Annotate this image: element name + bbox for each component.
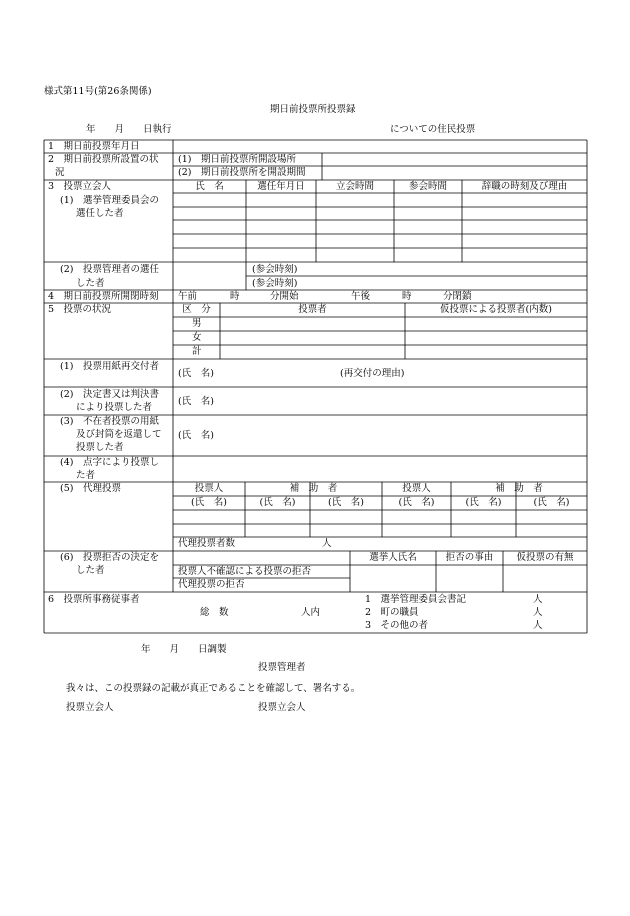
sec5-sub4-label-cont: た者 [76, 470, 96, 481]
form-number: 様式第11号(第26条関係) [44, 86, 152, 97]
sec3-sub2-label: (2) 投票管理者の選任 [60, 264, 159, 275]
sec6-staff-3: 3 その他の者 [365, 620, 429, 631]
sec4-hour-close: 時 [402, 291, 412, 302]
attestation-statement: 我々は、この投票録の記載が真正であることを確認して、署名する。 [66, 683, 361, 694]
manager-signature-label: 投票管理者 [258, 662, 306, 673]
sec3-sub2-label-cont: した者 [76, 278, 105, 289]
sec5-sub2-name: (氏 名) [178, 396, 214, 407]
sec5-sub5-label: (5) 代理投票 [60, 483, 121, 494]
sec6-label: 6 投票所事務従事者 [48, 594, 140, 605]
sec5-sub1-reason: (再交付の理由) [340, 368, 405, 379]
proxy-sub-name-2: (氏 名) [259, 497, 296, 508]
sec3-col-date: 選任年月日 [257, 181, 305, 192]
sec3-attend-time-1: (参会時刻) [252, 264, 298, 275]
sec6-unit-3: 人 [533, 620, 543, 631]
sec2-item-period: (2) 期日前投票所を開設期間 [178, 167, 306, 178]
sec5-row-total: 計 [192, 346, 202, 357]
sec4-am: 午前 [178, 291, 198, 302]
sec3-sub1-label: (1) 選挙管理委員会の [60, 195, 159, 206]
sec2-item-location: (1) 期日前投票所開設場所 [178, 154, 296, 165]
refusal-unconfirmed: 投票人不確認による投票の拒否 [178, 566, 312, 577]
sec5-sub6-label-cont: した者 [76, 565, 105, 576]
sec5-col-voters: 投票者 [298, 304, 327, 315]
sec6-total: 総 数 [200, 607, 229, 618]
sec3-label: 3 投票立会人 [48, 181, 112, 192]
sec5-sub4-label: (4) 点字により投票し [60, 457, 159, 468]
sec5-sub1-label: (1) 投票用紙再交付者 [60, 361, 159, 372]
sec5-sub2-label: (2) 決定書又は判決書 [60, 389, 159, 400]
sec5-sub3-label: (3) 不在者投票の用紙 [60, 416, 159, 427]
sec4-pm: 午後 [351, 291, 371, 302]
execution-date-line: 年 月 日執行 [86, 124, 172, 135]
sec3-col-attend: 参会時間 [408, 181, 447, 192]
sec6-total-unit: 人内 [301, 607, 321, 618]
sec5-row-male: 男 [192, 318, 202, 329]
sec4-close-min: 分閉鎖 [443, 291, 472, 302]
proxy-count-unit: 人 [322, 538, 332, 549]
proxy-sub-name-6: (氏 名) [533, 497, 570, 508]
sec3-attend-time-2: (参会時刻) [252, 278, 298, 289]
sec5-sub3-label-cont: 及び封筒を返還して [76, 429, 162, 440]
proxy-col-assistant-2: 補 助 者 [495, 483, 543, 494]
sec3-col-join: 立会時間 [335, 181, 374, 192]
proxy-count-label: 代理投票者数 [178, 538, 236, 549]
sec5-col-kubun: 区 分 [182, 304, 211, 315]
sec6-staff-2: 2 町の職員 [365, 607, 419, 618]
proxy-sub-name-4: (氏 名) [398, 497, 435, 508]
witness-signature-label-1: 投票立会人 [66, 702, 114, 713]
sec3-col-name: 氏 名 [195, 181, 224, 192]
election-name-line: についての住民投票 [390, 124, 476, 135]
proxy-sub-name-5: (氏 名) [465, 497, 502, 508]
sec5-col-provisional: 仮投票による投票者(内数) [440, 304, 552, 315]
refusal-col-reason: 拒否の事由 [445, 552, 494, 563]
sec5-sub2-label-cont: により投票した者 [76, 402, 153, 413]
sec5-sub6-label: (6) 投票拒否の決定を [60, 552, 159, 563]
sec5-row-female: 女 [192, 332, 202, 343]
refusal-proxy: 代理投票の拒否 [178, 579, 245, 590]
sec5-sub3-label-cont2: 投票した者 [76, 442, 124, 453]
sec5-sub1-name: (氏 名) [178, 368, 214, 379]
sec4-open-min: 分開始 [270, 291, 299, 302]
sec2-label-cont: 況 [55, 167, 65, 178]
sec2-label: 2 期日前投票所設置の状 [48, 154, 159, 165]
proxy-sub-name-3: (氏 名) [328, 497, 364, 508]
sec5-label: 5 投票の状況 [48, 304, 112, 315]
sec3-sub1-label-cont: 選任した者 [76, 208, 124, 219]
prepared-date-line: 年 月 日調製 [141, 644, 227, 655]
proxy-col-assistant-1: 補 助 者 [289, 483, 338, 494]
sec6-unit-1: 人 [533, 594, 543, 605]
sec6-staff-1: 1 選挙管理委員会書記 [365, 594, 467, 605]
proxy-sub-name-1: (氏 名) [191, 497, 227, 508]
sec4-hour-open: 時 [230, 291, 240, 302]
refusal-col-voter-name: 選挙人氏名 [369, 552, 417, 563]
proxy-col-voter-1: 投票人 [194, 483, 224, 494]
witness-signature-label-2: 投票立会人 [258, 702, 306, 713]
refusal-col-provisional: 仮投票の有無 [516, 552, 574, 563]
sec4-label: 4 期日前投票所開閉時刻 [48, 291, 159, 302]
page-title: 期日前投票所投票録 [270, 104, 356, 115]
sec5-sub3-name: (氏 名) [178, 430, 214, 441]
sec1-label: 1 期日前投票年月日 [48, 141, 140, 152]
proxy-col-voter-2: 投票人 [402, 483, 431, 494]
sec3-col-resign: 辞職の時刻及び理由 [481, 181, 568, 192]
sec6-unit-2: 人 [533, 607, 543, 618]
